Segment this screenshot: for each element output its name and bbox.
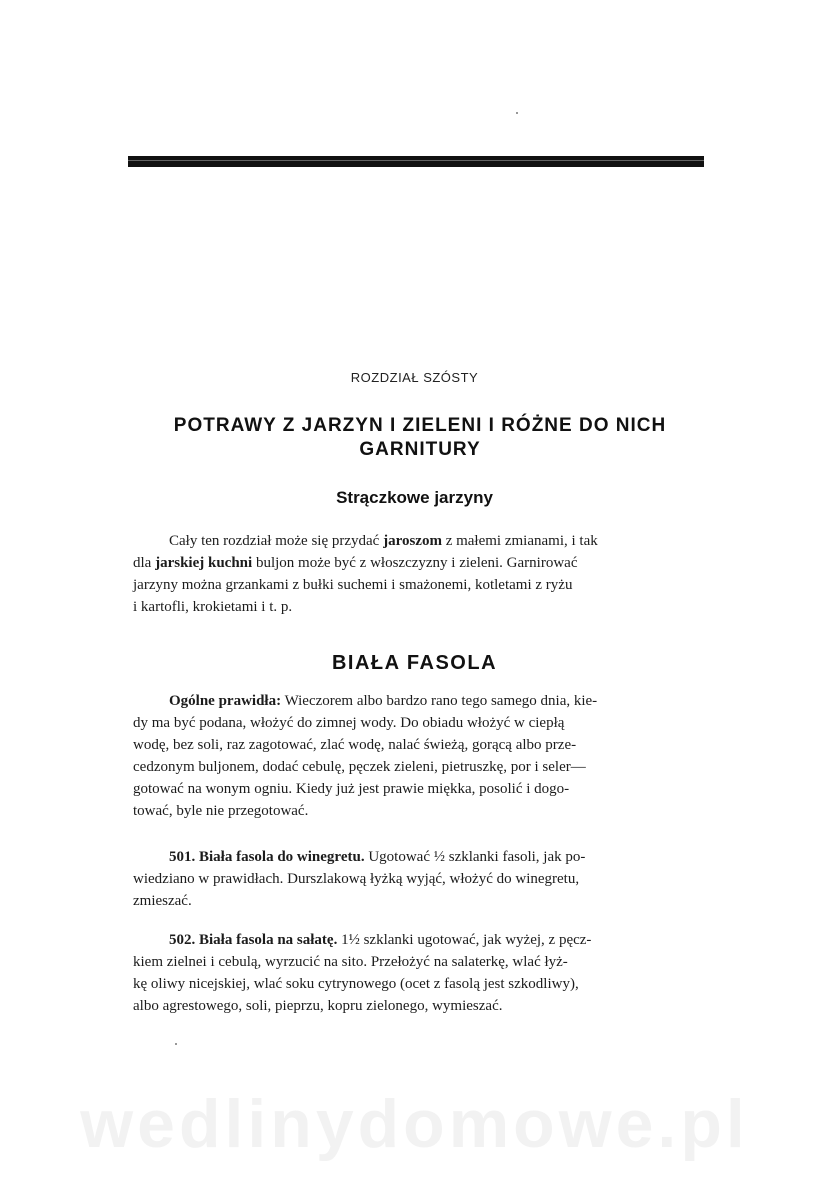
print-speck: [516, 112, 518, 114]
intro-paragraph: [133, 530, 708, 618]
recipe-501-line-3: zmieszać.: [133, 893, 192, 909]
general-line-5: gotować na wonym ogniu. Kiedy już jest prawie miękka, posolić i dogo-: [133, 781, 570, 797]
intro-text: z małemi zmianami, i tak: [441, 533, 598, 549]
general-rules-paragraph: [133, 690, 708, 822]
print-speck: [175, 1043, 177, 1045]
recipe-502: [133, 929, 708, 1017]
recipe-group-title: BIAŁA FASOLA: [331, 652, 498, 674]
general-text: Wieczorem albo bardzo rano tego samego dnia, kie-: [281, 693, 598, 709]
intro-text: Cały ten rozdział może się przydać: [169, 533, 384, 549]
chapter-title: [100, 414, 740, 462]
general-line-4: cedzonym buljonem, dodać cebulę, pęczek zieleni, pietruszkę, por i seler—: [133, 759, 586, 775]
recipe-502-title: 502. Biała fasola na sałatę.: [169, 932, 338, 948]
general-line-3: wodę, bez soli, raz zagotować, zlać wodę, nalać świeżą, gorącą albo prze-: [133, 737, 577, 753]
chapter-label: ROZDZIAŁ SZÓSTY: [350, 370, 479, 385]
intro-line-3: jarzyny można grzankami z bułki suchemi i smażonemi, kotletami z ryżu: [133, 577, 573, 593]
recipe-501-line-1: [133, 846, 708, 868]
section-title: Strączkowe jarzyny: [336, 488, 493, 507]
recipe-text: Ugotować ½ szklanki fasoli, jak po-: [364, 849, 586, 865]
chapter-title-line-1: POTRAWY Z JARZYN I ZIELENI I RÓŻNE DO NICH: [173, 415, 667, 436]
intro-text: buljon może być z włoszczyzny i zieleni. Garnirować: [252, 555, 578, 571]
site-watermark: wedlinydomowe.pl: [80, 1086, 749, 1162]
chapter-title-line-2: GARNITURY: [359, 439, 481, 460]
general-line-1: [133, 690, 708, 712]
recipe-502-line-3: kę oliwy nicejskiej, wlać soku cytrynowego (ocet z fasolą jest szkodliwy),: [133, 976, 579, 992]
intro-line-1: [133, 530, 708, 552]
recipe-501-title: 501. Biała fasola do winegretu.: [169, 849, 365, 865]
general-line-6: tować, byle nie przegotować.: [133, 803, 309, 819]
recipe-501-line-2: wiedziano w prawidłach. Durszlakową łyżką wyjąć, włożyć do winegretu,: [133, 871, 580, 887]
recipe-502-line-2: kiem zielnei i cebulą, wyrzucić na sito. Przełożyć na salaterkę, wlać łyż-: [133, 954, 568, 970]
recipe-text: 1½ szklanki ugotować, jak wyżej, z pęcz-: [337, 932, 592, 948]
intro-line-4: i kartofli, krokietami i t. p.: [133, 599, 293, 615]
decorative-top-rule: [128, 156, 704, 167]
general-rules-label: Ogólne prawidła:: [169, 693, 282, 709]
recipe-501: [133, 846, 708, 912]
intro-bold-term: jarskiej kuchni: [155, 555, 253, 571]
general-line-2: dy ma być podana, włożyć do zimnej wody. Do obiadu włożyć w ciepłą: [133, 715, 565, 731]
intro-line-2: [133, 552, 708, 574]
recipe-502-line-4: albo agrestowego, soli, pieprzu, kopru zielonego, wymieszać.: [133, 998, 503, 1014]
recipe-502-line-1: [133, 929, 708, 951]
intro-text: dla: [133, 555, 156, 571]
intro-bold-term: jaroszom: [383, 533, 442, 549]
